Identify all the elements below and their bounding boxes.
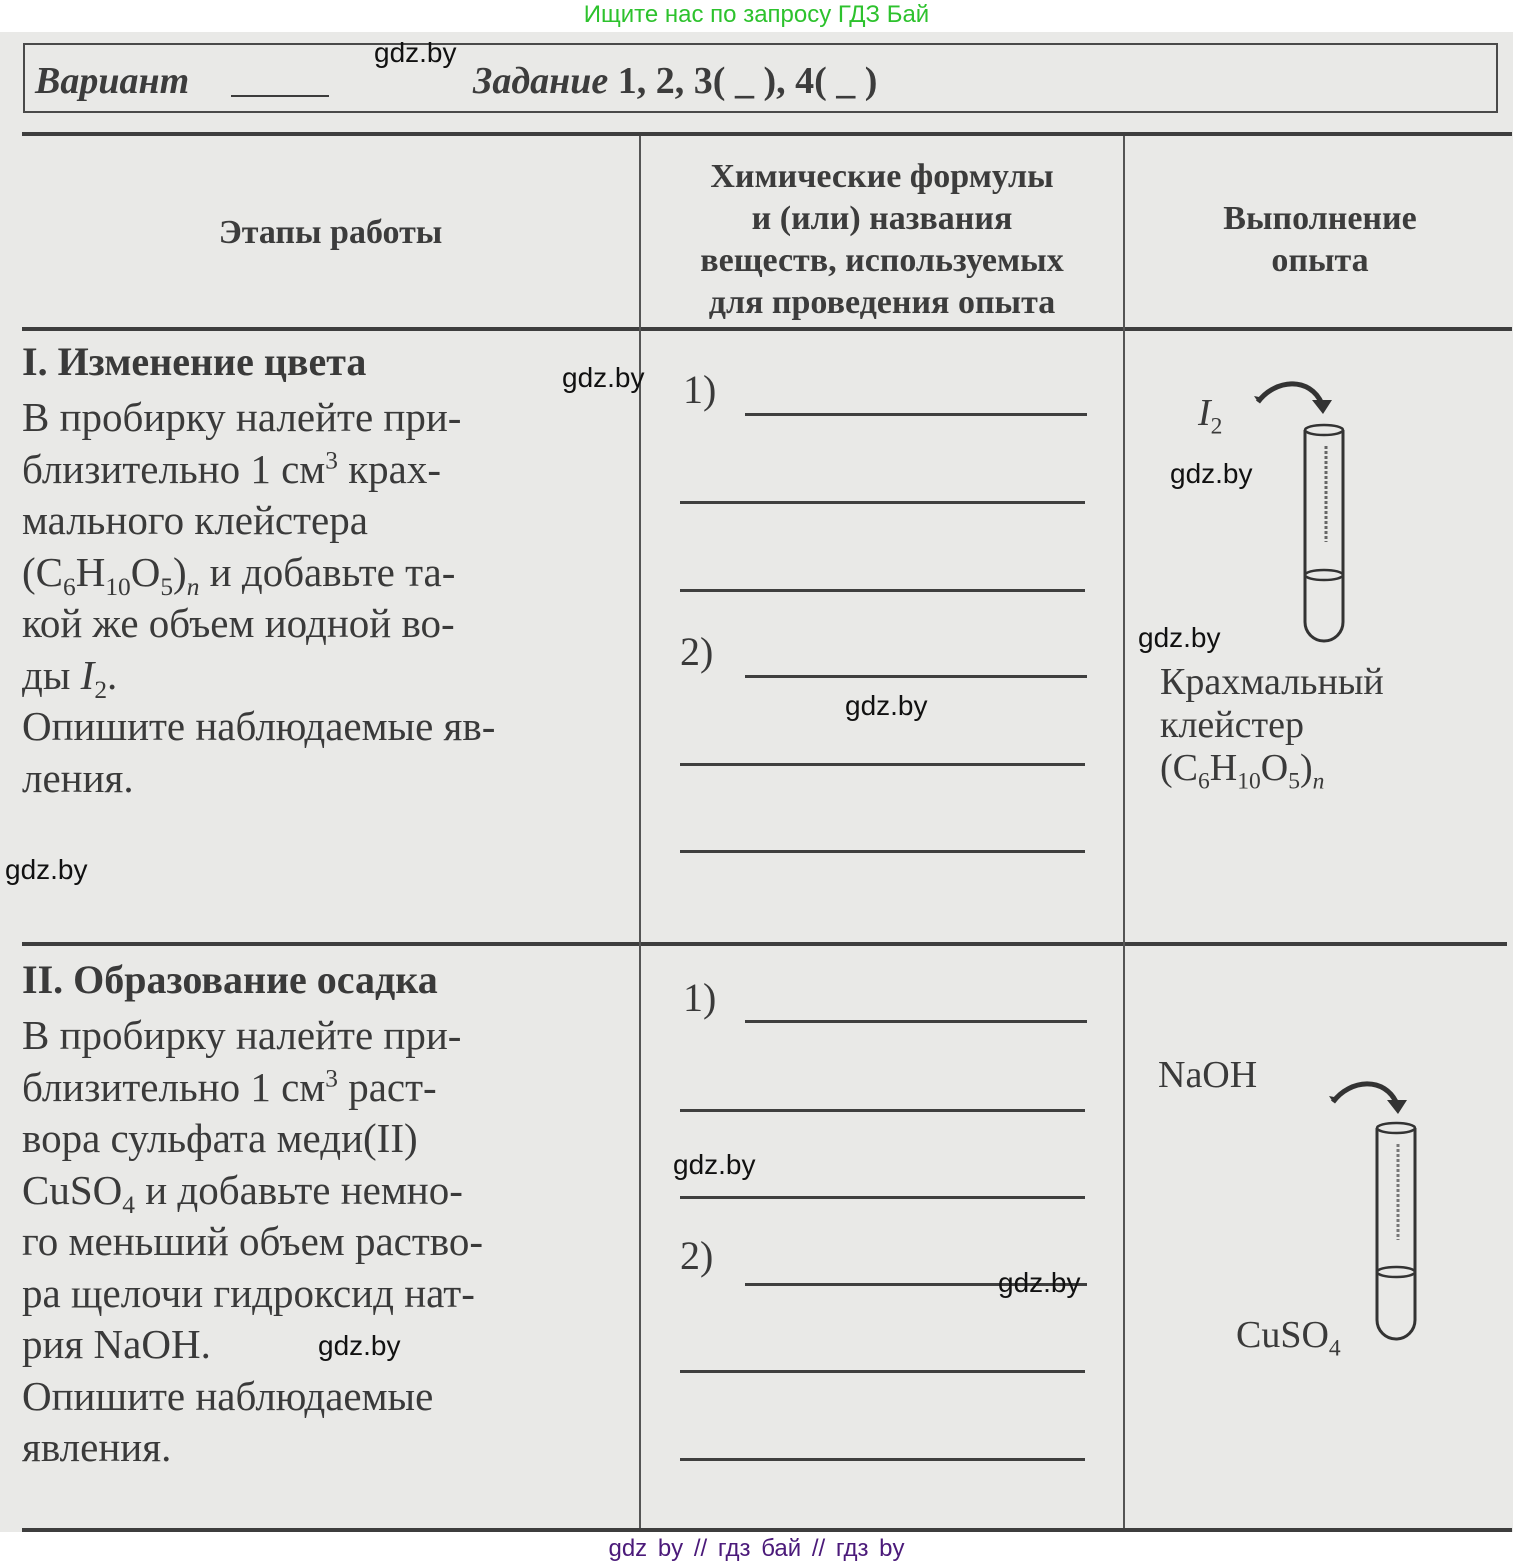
- watermark: gdz.by: [673, 1149, 756, 1180]
- answer-line[interactable]: [680, 1458, 1085, 1461]
- answer-line[interactable]: [680, 589, 1085, 592]
- answer-line[interactable]: [680, 1109, 1085, 1112]
- starch-paste-caption: Крахмальный клейстер $(C_6H_{10}O_5)_n$: [1160, 661, 1384, 795]
- column-divider-2: [1123, 136, 1125, 1528]
- watermark: gdz.by: [562, 362, 645, 393]
- bottom-banner: gdz by // гдз бай // гдз by: [0, 1532, 1513, 1566]
- answer-2-number: 2): [680, 1233, 714, 1278]
- header-box: [23, 43, 1498, 113]
- column-header-substances: Химические формулы и (или) названия веществ, используемых для проведения опыта: [700, 158, 1064, 321]
- answer-line[interactable]: [745, 413, 1087, 416]
- answer-line[interactable]: [745, 1020, 1087, 1023]
- watermark: gdz.by: [1170, 458, 1253, 489]
- header-bottom-rule: [22, 327, 1512, 331]
- watermark: gdz.by: [318, 1330, 401, 1361]
- answer-1-number: 1): [683, 975, 717, 1020]
- task-numbers: 1, 2, 3( _ ), 4( _ ): [608, 60, 878, 102]
- answer-2-number: 2): [680, 629, 714, 674]
- column-divider-1: [639, 136, 641, 1528]
- stage-2-title: II. Образование осадка: [22, 957, 438, 1002]
- table-top-rule: [22, 132, 1512, 136]
- variant-label: Вариант: [35, 60, 190, 102]
- pour-arrow-icon: [1250, 374, 1340, 424]
- answer-line[interactable]: [680, 501, 1085, 504]
- watermark: gdz.by: [1138, 622, 1221, 653]
- row-divider-rule: [22, 942, 1507, 946]
- watermark: gdz.by: [5, 854, 88, 885]
- stage-1-title: I. Изменение цвета: [22, 339, 367, 384]
- pour-arrow-icon: [1325, 1074, 1415, 1124]
- test-tube-icon: [1300, 422, 1350, 652]
- naoh-reagent-label: NaOH: [1158, 1054, 1258, 1096]
- column-header-experiment: Выполнение опыта: [1223, 200, 1417, 279]
- task-label: [473, 59, 877, 103]
- answer-line[interactable]: [680, 1370, 1085, 1373]
- cuso4-solution-label: CuSO$_4$: [1236, 1314, 1341, 1362]
- iodine-reagent-label: $I_2$: [1198, 392, 1223, 440]
- task-word: Задание: [473, 60, 609, 102]
- answer-line[interactable]: [745, 675, 1087, 678]
- watermark: gdz.by: [845, 690, 928, 721]
- answer-line[interactable]: [680, 850, 1085, 853]
- top-banner: Ищите нас по запросу ГДЗ Бай: [0, 0, 1513, 32]
- test-tube-icon: [1372, 1120, 1422, 1350]
- column-header-stages: Этапы работы: [218, 214, 443, 251]
- answer-1-number: 1): [683, 367, 717, 412]
- watermark: gdz.by: [998, 1267, 1081, 1298]
- answer-line[interactable]: [680, 1196, 1085, 1199]
- answer-line[interactable]: [680, 763, 1085, 766]
- workbook-page: [0, 32, 1513, 1532]
- variant-blank-field[interactable]: [231, 95, 329, 97]
- watermark: gdz.by: [374, 37, 457, 68]
- stage-1-instructions: В пробирку налейте при- близительно 1 $см^3$ крах- мального клейстера $(C_6H_{10}O_5)_n$ и добавьте та- кой же объем иодной во- ды $I_2$. Опишите наблюдаемые яв- ления.: [22, 394, 496, 801]
- stage-2-instructions: В пробирку налейте при- близительно 1 $см^3$ раст- вора сульфата меди(II) CuSO$_4$ и добавьте немно- го меньший объем раство- ра щелочи гидроксид нат- рия NaOH. Опишите наблюдаемые явления.: [22, 1012, 484, 1470]
